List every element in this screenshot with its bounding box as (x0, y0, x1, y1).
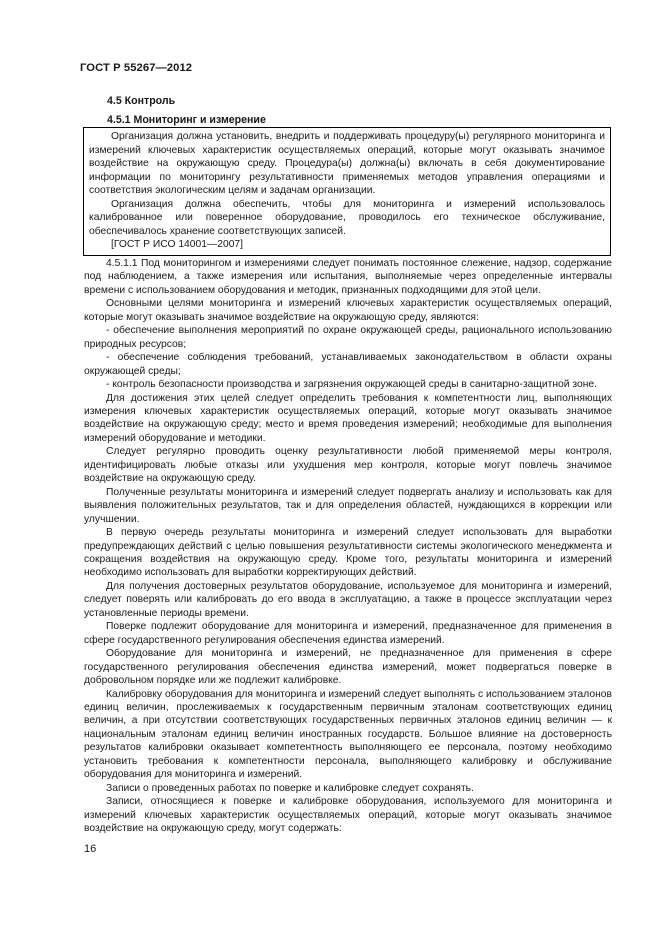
body-paragraph: Полученные результаты мониторинга и измерений следует подвергать анализу и использовать как для выявления положительных результатов, так и для определения областей, нуждающихся в коррекции или улучшении. (84, 486, 612, 525)
quote-reference: [ГОСТ Р ИСО 14001—2007] (111, 239, 244, 250)
body-paragraph: Калибровку оборудования для мониторинга и измерений следует выполнять с использованием эталонов единиц величин, прослеживаемых к государственным первичным эталонам соответствующих единиц величин, а при отсутствии соответствующих государственных первичных эталонов единиц величин — к национальным эталонам единиц величин иностранных государств. Большое влияние на достоверность результатов калибровки оказывает компетентность выполняющего ее персонала, поэтому необходимо установить требования к компетентности персонала, выполняющего калибровку и обслуживание оборудования для мониторинга и измерений. (84, 688, 612, 781)
body-paragraph: Оборудование для мониторинга и измерений, не предназначенное для применения в сфере государственного регулирования обеспечения единства измерений, может подвергаться поверке в добровольном порядке или же подлежит калибровке. (84, 648, 612, 687)
standard-quote-box (83, 127, 611, 256)
body-paragraph: Записи о проведенных работах по поверке и калибровке следует сохранять. (106, 782, 474, 794)
body-paragraph: Основными целями мониторинга и измерений ключевых характеристик осуществляемых операций, которые могут оказывать значимое воздействие на окружающую среду, являются: (84, 298, 612, 323)
body-paragraph: Следует регулярно проводить оценку результативности любой применяемой меры контроля, идентифицировать любые отказы или ухудшения мер контроля, которые могут повлечь значимое воздействие на окружающую среду. (84, 446, 612, 485)
list-item: - обеспечение выполнения мероприятий по охране окружающей среды, рационального использованию природных ресурсов; (84, 325, 612, 350)
body-paragraph: Записи, относящиеся к поверке и калибровке оборудования, используемого для мониторинга и измерений ключевых характеристик осуществляемых операций, которые могут оказывать значимое воздействие на окружающую среду, могут содержать: (84, 796, 612, 835)
body-paragraph: Поверке подлежит оборудование для мониторинга и измерений, предназначенное для применения в сфере государственного регулирования обеспечения единства измерений. (84, 621, 612, 646)
body-text (84, 257, 612, 835)
section-title: 4.5 Контроль (107, 95, 176, 107)
body-paragraph: В первую очередь результаты мониторинга и измерений следует использовать для выработки предупреждающих действий с целью повышения результативности системы экологического менеджмента и сокращения воздействия на окружающую среду. Кроме того, результаты мониторинга и измерений необходимо использовать для выработки корректирующих действий. (84, 527, 612, 579)
list-item: - контроль безопасности производства и загрязнения окружающей среды в санитарно-защитной зоне. (106, 379, 597, 391)
page-number: 16 (84, 843, 97, 855)
body-paragraph: 4.5.1.1 Под мониторингом и измерениями следует понимать постоянное слежение, надзор, содержание под наблюдением, а также измерения или испытания, выполняемые через определенные интервалы времени с использованием оборудования и методик, признанных подходящими для этой цели. (84, 258, 612, 296)
document-header: ГОСТ Р 55267—2012 (80, 62, 193, 74)
subsection-title: 4.5.1 Мониторинг и измерение (107, 114, 266, 126)
quote-paragraph: Организация должна установить, внедрить и поддерживать процедуру(ы) регулярного мониторинга и измерений ключевых характеристик осуществляемых операций, которые могут оказывать значимое воздействие на окружающую среду. Процедура(ы) должна(ы) включать в себя документирование информации по мониторингу результативности применяемых методов управления операциями и соответствия экологическим целям и задачам организации. (89, 131, 605, 196)
body-paragraph: Для получения достоверных результатов оборудование, используемое для мониторинга и измерений, следует поверять или калибровать до его ввода в эксплуатацию, а также в процессе эксплуатации через установленные периоды времени. (84, 580, 612, 619)
body-paragraph: Для достижения этих целей следует определить требования к компетентности лиц, выполняющих измерения ключевых характеристик осуществляемых операций, которые могут оказывать значимое воздействие на окружающую среду; место и время проведения измерений; необходимые для выполнения измерений оборудование и методики. (84, 392, 612, 444)
quote-paragraph: Организация должна обеспечить, чтобы для мониторинга и измерений использовалось калиброванное или поверенное оборудование, проводилось его техническое обслуживание, обеспечивалось хранение соответствующих записей. (89, 198, 605, 237)
list-item: - обеспечение соблюдения требований, устанавливаемых законодательством в области охраны окружающей среды; (84, 352, 612, 377)
